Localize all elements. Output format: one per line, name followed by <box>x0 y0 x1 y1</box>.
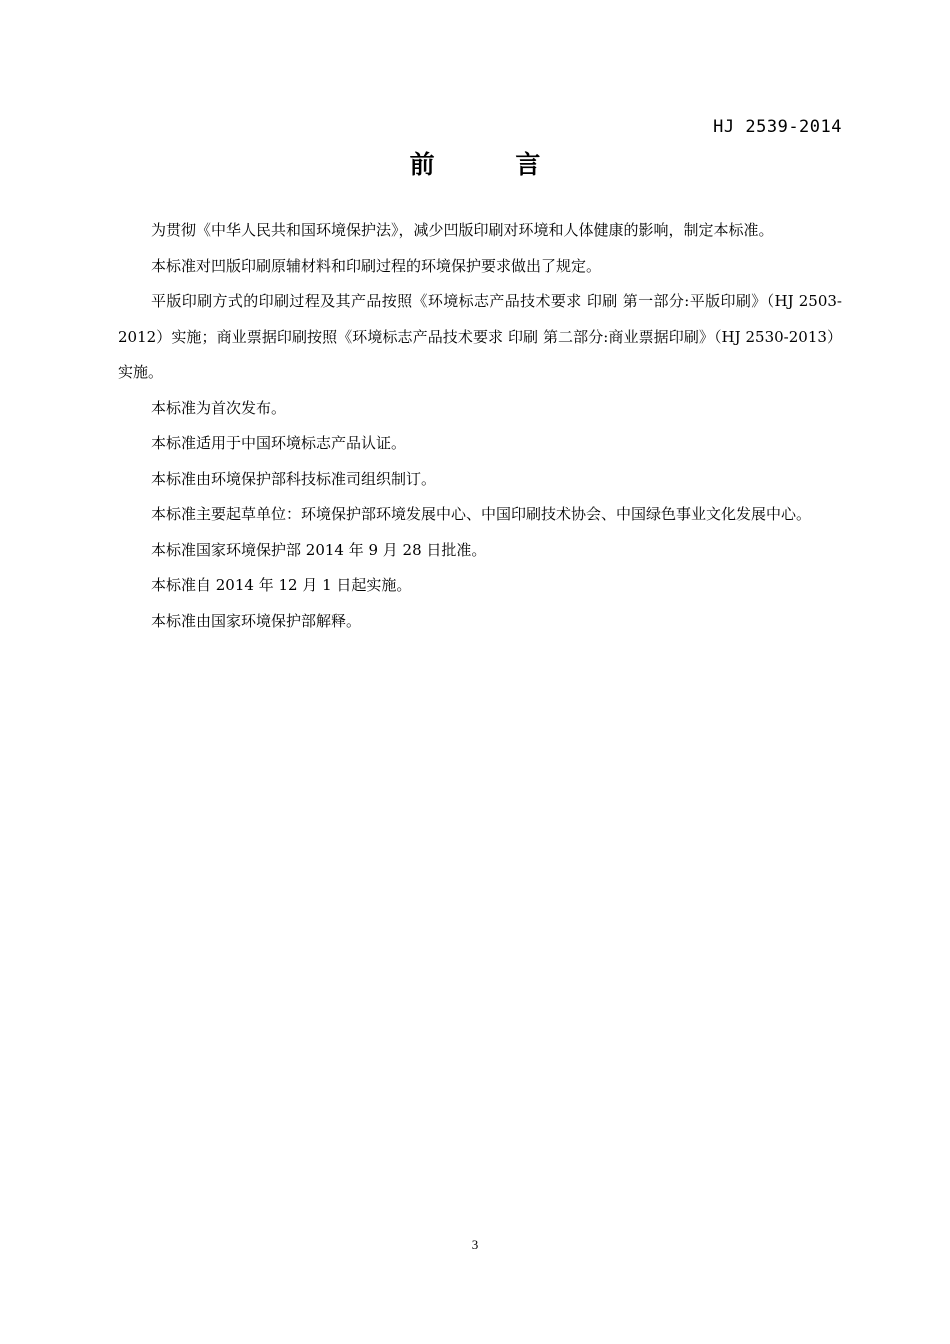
paragraph-application: 本标准适用于中国环境标志产品认证。 <box>151 434 407 452</box>
paragraph-first-release: 本标准为首次发布。 <box>151 398 287 417</box>
paragraph-scope: 本标准对凹版印刷原辅材料和印刷过程的环境保护要求做出了规定。 <box>151 256 602 275</box>
paragraph-organizer: 本标准由环境保护部科技标准司组织制订。 <box>151 469 437 488</box>
foreword-body <box>118 213 842 639</box>
paragraph-related-standards: 平版印刷方式的印刷过程及其产品按照《环境标志产品技术要求 印刷 第一部分:平版印刷》（HJ 2503-2012）实施；商业票据印刷按照《环境标志产品技术要求 印刷 第二部分:商业票据印刷》（HJ 2530-2013）实施。 <box>118 292 842 381</box>
paragraph-effective-date: 本标准自 2014 年 12 月 1 日起实施。 <box>151 576 412 594</box>
paragraph-purpose: 为贯彻《中华人民共和国环境保护法》，减少凹版印刷对环境和人体健康的影响，制定本标准。 <box>151 221 774 239</box>
paragraph-approval-date: 本标准国家环境保护部 2014 年 9 月 28 日批准。 <box>151 540 487 559</box>
standard-code: HJ 2539-2014 <box>713 117 842 137</box>
page-title: 前 言 <box>409 150 577 179</box>
paragraph-drafters: 本标准主要起草单位：环境保护部环境发展中心、中国印刷技术协会、中国绿色事业文化发展中心。 <box>151 505 812 523</box>
paragraph-interpretation: 本标准由国家环境保护部解释。 <box>151 611 362 630</box>
page-number: 3 <box>471 1237 479 1252</box>
